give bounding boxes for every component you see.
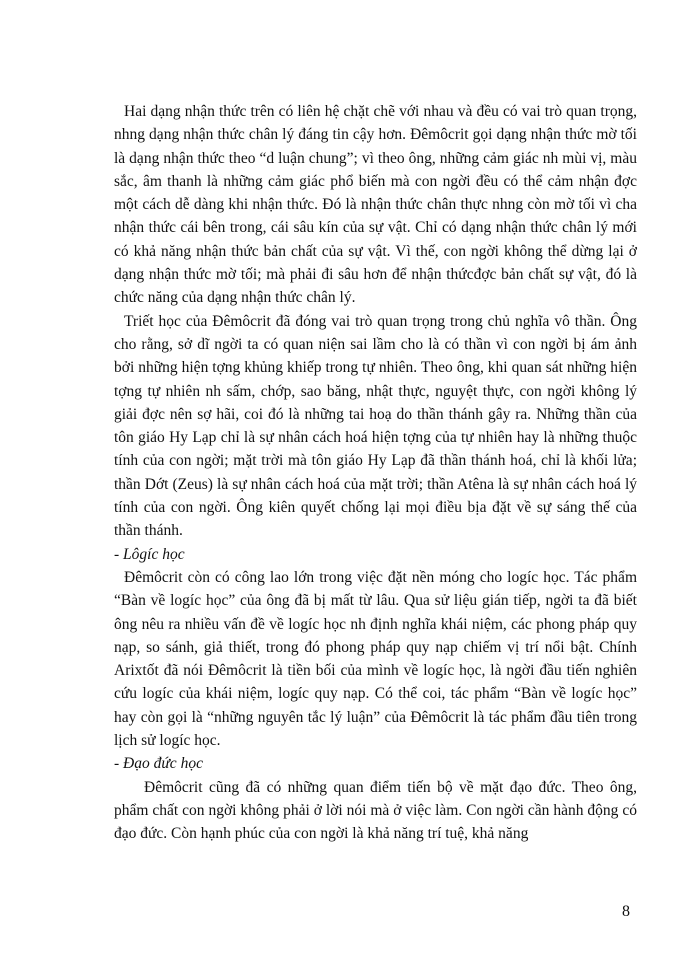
page-number: 8 xyxy=(622,903,630,920)
paragraph-atheism: Triết học của Đêmôcrit đã đóng vai trò quan trọng trong chủ nghĩa vô thần. Ông cho rằng, sở dĩ ngời ta có quan niện sai lầm cho là có thần vì con ngời bị ám ảnh bởi những hiện tợng khủng khiếp trong tự nhiên. Theo ông, khi quan sát những hiện tợng tự nhiên nh sấm, chớp, sao băng, nhật thực, nguyệt thực, con ngời không lý giải đợc nên sợ hãi, coi đó là những tai hoạ do thần thánh gây ra. Những thần của tôn giáo Hy Lạp chỉ là sự nhân cách hoá hiện tợng của tự nhiên hay là những thuộc tính của con ngời; mặt trời mà tôn giáo Hy Lạp đã thần thánh hoá, chỉ là khối lửa; thần Dớt (Zeus) là sự nhân cách hoá của mặt trời; thần Atêna là sự nhân cách hoá lý tính của con ngời. Ông kiên quyết chống lại mọi điều bịa đặt về sự sáng thế của thần thánh. xyxy=(114,312,637,540)
paragraph-knowledge: Hai dạng nhận thức trên có liên hệ chặt chẽ với nhau và đều có vai trò quan trọng, nhng dạng nhận thức chân lý đáng tin cậy hơn. Đêmôcrit gọi dạng nhận thức mờ tối là dạng nhận thức theo “d luận chung”; vì theo ông, những cảm giác nh mùi vị, màu sắc, âm thanh là những cảm giác phổ biến mà con ngời đều có thể cảm nhận đợc một cách dễ dàng khi nhận thức. Đó là nhận thức chân thực nhng còn mờ tối vì cha nhận thức cái bên trong, cái sâu kín của sự vật. Chỉ có dạng nhận thức chân lý mới có khả năng nhận thức bản chất của sự vật. Vì thế, con ngời không thể dừng lại ở dạng nhận thức mờ tối; mà phải đi sâu hơn để nhận thứcđợc bản chất sự vật, đó là chức năng của dạng nhận thức chân lý. xyxy=(114,103,637,307)
paragraph-ethics: Đêmôcrit cũng đã có những quan điểm tiến bộ về mặt đạo đức. Theo ông, phẩm chất con ngời không phải ở lời nói mà ở việc làm. Con ngời cần hành động có đạo đức. Còn hạnh phúc của con ngời là khả năng trí tuệ, khả năng xyxy=(114,778,637,843)
body-text xyxy=(114,100,637,846)
section-heading-logic: - Lôgíc học xyxy=(114,545,185,563)
section-heading-ethics: - Đạo đức học xyxy=(114,755,203,773)
paragraph-logic: Đêmôcrit còn có công lao lớn trong việc đặt nền móng cho logíc học. Tác phẩm “Bàn về logíc học” của ông đã bị mất từ lâu. Qua sử liệu gián tiếp, ngời ta đã biết ông nêu ra nhiều vấn đề về logíc học nh định nghĩa khái niệm, các phong pháp quy nạp, so sánh, giả thiết, trong đó phong pháp quy nạp chiếm vị trí nổi bật. Chính Arixtốt đã nói Đêmôcrit là tiền bối của mình về logíc học, là ngời đầu tiến nghiên cứu logíc của khái niệm, logíc quy nạp. Có thể coi, tác phẩm “Bàn về logíc học” hay còn gọi là “những nguyên tắc lý luận” của Đêmôcrit là tác phẩm đầu tiên trong lịch sử logíc học. xyxy=(114,568,637,750)
